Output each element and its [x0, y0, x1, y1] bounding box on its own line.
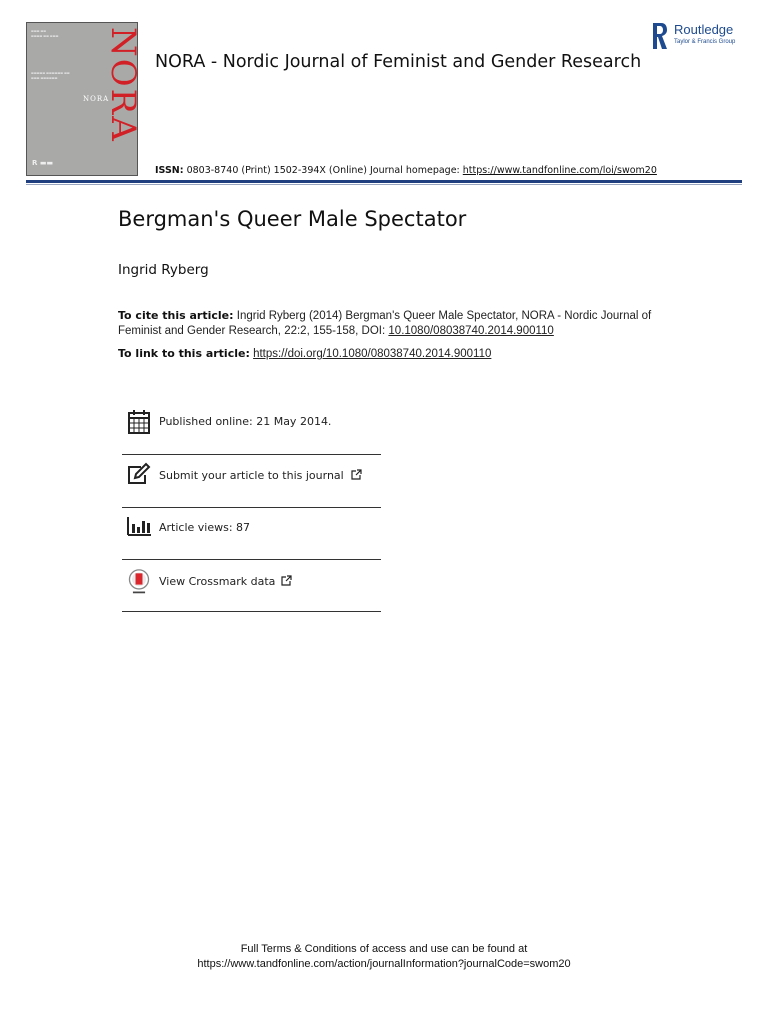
article-link-block: [118, 347, 491, 360]
crossmark-label: View Crossmark data: [159, 575, 276, 588]
divider: [122, 454, 381, 455]
issn-label: ISSN:: [155, 165, 184, 176]
issn-line: [155, 165, 657, 176]
header-divider: [26, 180, 742, 183]
submit-article-label: Submit your article to this journal: [159, 469, 344, 482]
external-link-icon: [351, 469, 362, 480]
citation-doi-link[interactable]: 10.1080/08038740.2014.900110: [388, 325, 554, 337]
issn-text: 0803-8740 (Print) 1502-394X (Online) Journal homepage:: [186, 165, 460, 176]
publisher-subtitle: Taylor & Francis Group: [674, 39, 736, 45]
journal-cover-image: ▬▬▬ ▬▬ ▬▬▬▬ ▬▬ ▬▬▬ ▬▬▬▬▬ ▬▬▬▬▬▬ ▬▬ ▬▬▬ ▬▬▬▬▬▬ NORA NORA R ▬▬: [26, 22, 138, 176]
calendar-icon: [126, 409, 152, 435]
crossmark-row[interactable]: [122, 569, 381, 621]
crossmark-icon: [126, 569, 152, 595]
article-author: Ingrid Ryberg: [118, 262, 209, 278]
routledge-r-icon: [652, 22, 668, 50]
submit-article-link[interactable]: [159, 469, 362, 482]
edit-icon: [126, 463, 152, 489]
terms-footer-line1: Full Terms & Conditions of access and use can be found at: [240, 943, 528, 955]
article-title: Bergman's Queer Male Spectator: [118, 207, 467, 231]
journal-title: NORA - Nordic Journal of Feminist and Gender Research: [155, 52, 642, 72]
crossmark-link[interactable]: [159, 575, 292, 588]
article-doi-link[interactable]: https://doi.org/10.1080/08038740.2014.900110: [253, 348, 492, 360]
routledge-logo[interactable]: [652, 22, 748, 52]
citation-label: To cite this article:: [118, 309, 234, 322]
article-link-label: To link to this article:: [118, 347, 250, 360]
divider: [122, 507, 381, 508]
bar-chart-icon: [126, 515, 152, 541]
header-divider-thin: [26, 184, 742, 185]
terms-footer-link[interactable]: https://www.tandfonline.com/action/journalInformation?journalCode=swom20: [197, 958, 571, 970]
citation-text: Ingrid Ryberg (2014) Bergman's Queer Male Spectator, NORA - Nordic Journal of Feminist and Gender Research, 22:2, 155-158, DOI:: [118, 310, 652, 337]
external-link-icon: [281, 575, 292, 586]
cover-logo: NORA: [103, 27, 143, 143]
terms-footer: [0, 942, 768, 972]
published-online-text: Published online: 21 May 2014.: [159, 415, 332, 428]
citation-block: [118, 308, 658, 339]
cover-logo-small: NORA: [83, 95, 110, 103]
divider: [122, 559, 381, 560]
article-views-text: Article views: 87: [159, 521, 251, 534]
journal-homepage-link[interactable]: https://www.tandfonline.com/loi/swom20: [462, 165, 657, 176]
publisher-name: Routledge: [674, 22, 734, 37]
divider: [122, 611, 381, 612]
